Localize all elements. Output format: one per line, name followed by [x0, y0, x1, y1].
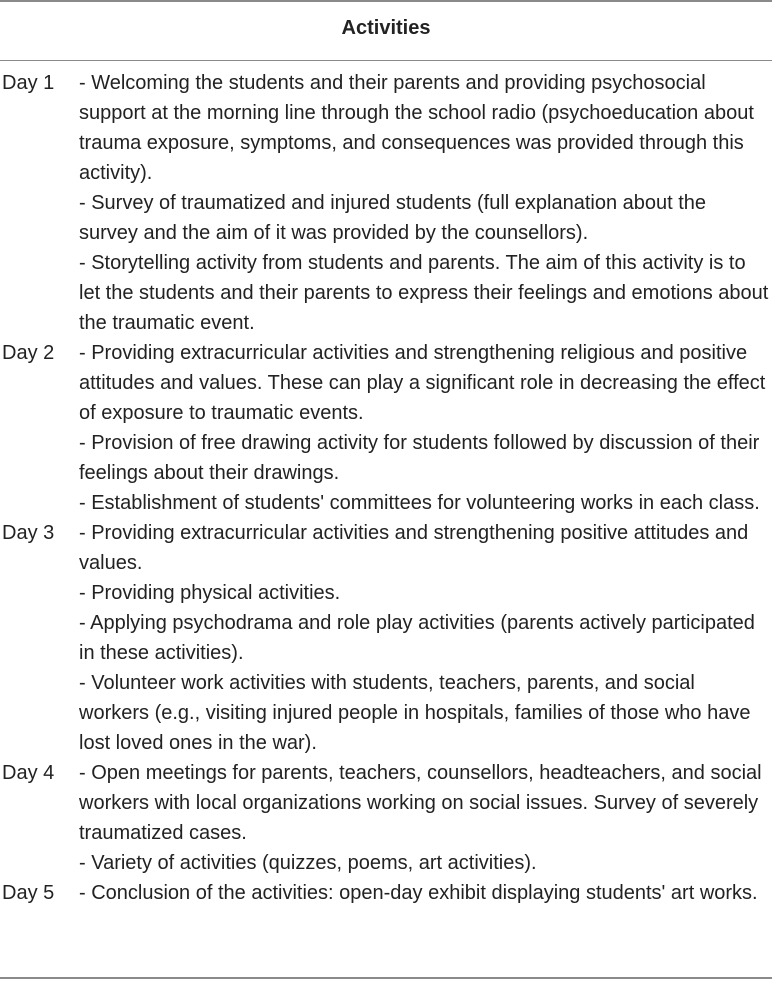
activity-item: - Providing extracurricular activities and strengthening positive attitudes and values. [79, 522, 749, 574]
activity-item: - Survey of traumatized and injured students (full explanation about the survey and the aim of it was provided by the counsellors). [79, 192, 707, 244]
table-row [0, 68, 772, 338]
activity-item: - Establishment of students' committees for volunteering works in each class. [79, 492, 760, 514]
day-label: Day 5 [2, 882, 55, 904]
day-label: Day 4 [2, 762, 55, 784]
activity-item: - Providing extracurricular activities and strengthening religious and positive attitudes and values. These can play a significant role in decreasing the effect of exposure to traumatic events. [79, 342, 766, 424]
activity-item: - Applying psychodrama and role play activities (parents actively participated in these activities). [79, 612, 755, 664]
top-rule [0, 0, 772, 2]
table-row [0, 878, 772, 908]
table-row [0, 518, 772, 758]
activity-list [79, 758, 772, 878]
table-body [0, 68, 772, 908]
activity-item: - Welcoming the students and their parents and providing psychosocial support at the morning line through the school radio (psychoeducation about trauma exposure, symptoms, and consequences was provided through this activity). [79, 72, 754, 184]
day-label: Day 2 [2, 342, 55, 364]
activity-item: - Variety of activities (quizzes, poems, art activities). [79, 852, 537, 874]
activity-list [79, 338, 772, 518]
activity-item: - Conclusion of the activities: open-day exhibit displaying students' art works. [79, 882, 758, 904]
activity-item: - Storytelling activity from students and parents. The aim of this activity is to let the students and their parents to express their feelings and emotions about the traumatic event. [79, 252, 769, 334]
activity-list [79, 878, 772, 908]
day-label: Day 3 [2, 522, 55, 544]
activity-item: - Volunteer work activities with students, teachers, parents, and social workers (e.g., visiting injured people in hospitals, families of those who have lost loved ones in the war). [79, 672, 751, 754]
activity-item: - Open meetings for parents, teachers, counsellors, headteachers, and social workers with local organizations working on social issues. Survey of severely traumatized cases. [79, 762, 762, 844]
activity-item: - Provision of free drawing activity for students followed by discussion of their feelings about their drawings. [79, 432, 760, 484]
day-label: Day 1 [2, 72, 55, 94]
bottom-rule [0, 977, 772, 979]
table-header: Activities [341, 17, 431, 39]
activity-item: - Providing physical activities. [79, 582, 341, 604]
table-row [0, 758, 772, 878]
activity-list [79, 68, 772, 338]
header-rule [0, 60, 772, 61]
activity-list [79, 518, 772, 758]
table-row [0, 338, 772, 518]
